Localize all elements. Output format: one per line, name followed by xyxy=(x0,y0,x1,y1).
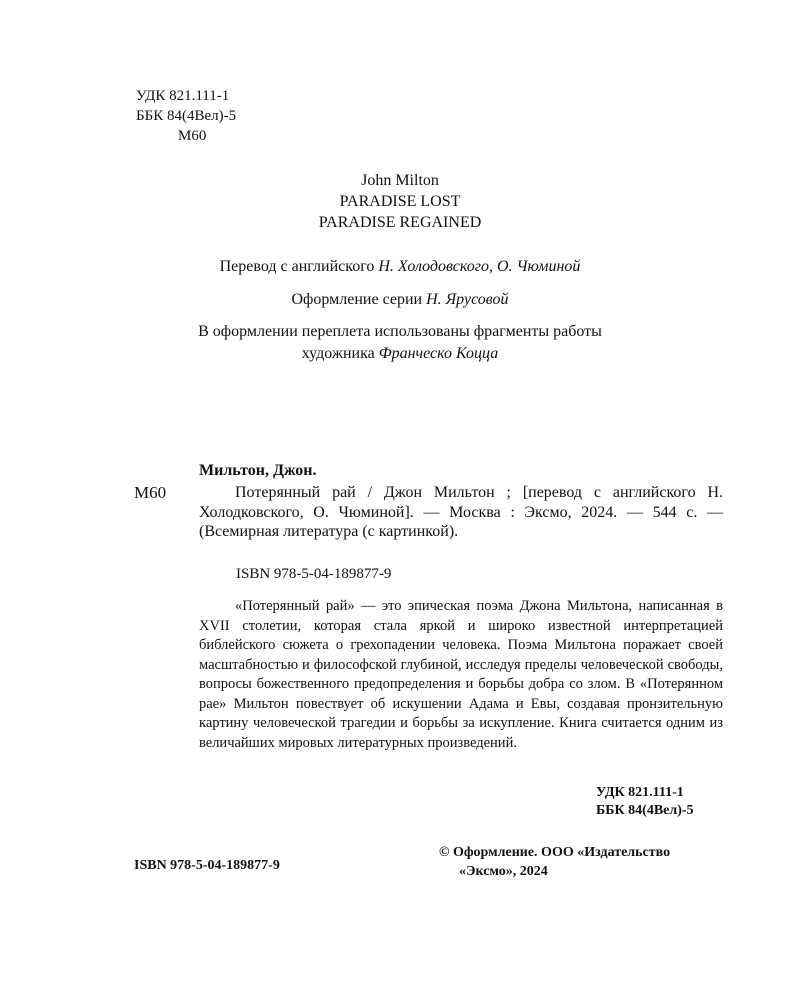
bibliographic-bbk: ББК 84(4Вел)-5 xyxy=(596,803,694,818)
cover-credit-label: художника xyxy=(301,345,375,362)
series-designer: Н. Ярусовой xyxy=(426,291,509,308)
author-mark: М60 xyxy=(178,128,207,144)
udk-code: УДК 821.111-1 xyxy=(136,88,230,104)
cover-credit-line1: В оформлении переплета использованы фрагменты работы xyxy=(198,323,602,340)
original-title-2: PARADISE REGAINED xyxy=(318,214,482,231)
classification-block xyxy=(136,86,236,146)
series-label: Оформление серии xyxy=(291,291,423,308)
copyright-line-2: «Эксмо», 2024 xyxy=(459,864,548,879)
copyright-line-1: © Оформление. ООО «Издательство xyxy=(439,845,671,860)
bibliographic-author-heading: Мильтон, Джон. xyxy=(199,462,317,479)
copyright-notice xyxy=(439,843,670,881)
translators: Н. Холодовского, О. Чюминой xyxy=(378,258,581,275)
original-author: John Milton xyxy=(361,172,439,189)
isbn-entry: ISBN 978-5-04-189877-9 xyxy=(236,566,392,582)
bbk-code: ББК 84(4Вел)-5 xyxy=(136,108,237,124)
bibliographic-udk: УДК 821.111-1 xyxy=(596,785,684,800)
original-title-1: PARADISE LOST xyxy=(339,193,461,210)
original-title-block xyxy=(0,170,800,233)
translation-label: Перевод с английского xyxy=(219,258,375,275)
bibliographic-description: Потерянный рай / Джон Мильтон ; [перевод с английского Н. Холодковского, О. Чюминой]. — Москва : Эксмо, 2024. — 544 с. — (Всемирная литература (с картинкой). xyxy=(199,484,723,540)
cover-artist: Франческо Коцца xyxy=(378,345,499,362)
series-credit xyxy=(0,289,800,311)
annotation: «Потерянный рай» — это эпическая поэма Джона Мильтона, написанная в XVII столетии, которая стала яркой и широко известной интерпретацией библейского сюжета о грехопадении человека. Поэма Мильтона поражает своей масштабностью и философской глубиной, исследуя пределы человеческой свободы, вопросы божественного предопределения и борьбы добра со злом. В «Потерянном рае» Мильтон повествует об искушении Адама и Евы, создавая пронзительную картину человеческой трагедии и борьбы за искупление. Книга считается одним из величайших мировых литературных произведений. xyxy=(199,598,723,751)
translation-credit xyxy=(0,256,800,278)
bibliographic-code: М60 xyxy=(134,483,167,502)
footer-isbn: ISBN 978-5-04-189877-9 xyxy=(134,858,280,873)
cover-credit xyxy=(0,321,800,365)
bibliographic-codes xyxy=(596,784,694,820)
